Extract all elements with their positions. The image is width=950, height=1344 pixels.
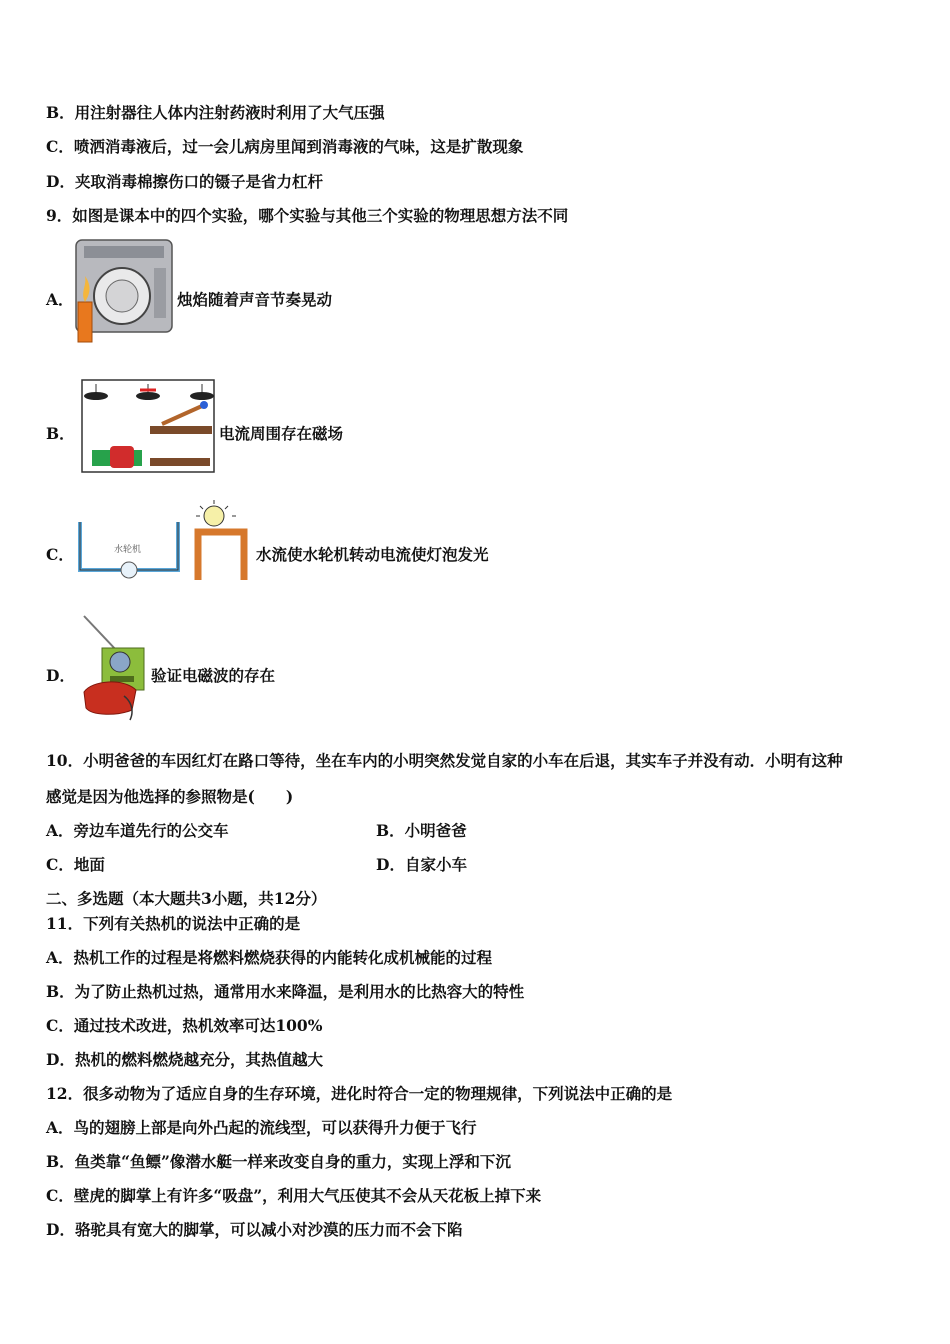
q8-option-c: C．喷洒消毒液后，过一会儿病房里闻到消毒液的气味，这是扩散现象 xyxy=(46,137,524,156)
speaker-candle-figure xyxy=(74,238,174,346)
q9-option-b-caption: 电流周围存在磁场 xyxy=(219,424,344,443)
q10-option-d: D．自家小车 xyxy=(376,855,467,874)
q9-option-a-caption: 烛焰随着声音节奏晃动 xyxy=(177,290,333,309)
q9-stem: 9．如图是课本中的四个实验，哪个实验与其他三个实验的物理思想方法不同 xyxy=(46,206,569,225)
q12-option-b: B．鱼类靠“鱼鳔”像潜水艇一样来改变自身的重力，实现上浮和下沉 xyxy=(46,1152,511,1171)
q9-option-b-label: B． xyxy=(46,424,75,443)
q9-option-d-label: D． xyxy=(46,666,75,685)
q11-option-c: C．通过技术改进，热机效率可达100% xyxy=(46,1016,323,1035)
q11-option-d: D．热机的燃料燃烧越充分，其热值越大 xyxy=(46,1050,323,1069)
q8-option-d: D．夹取消毒棉擦伤口的镊子是省力杠杆 xyxy=(46,172,323,191)
q9-option-c-caption: 水流使水轮机转动电流使灯泡发光 xyxy=(256,545,489,564)
q9-option-a-label: A． xyxy=(46,290,74,309)
q12-stem: 12．很多动物为了适应自身的生存环境，进化时符合一定的物理规律，下列说法中正确的是 xyxy=(46,1084,673,1103)
q10-stem-line2: 感觉是因为他选择的参照物是( ) xyxy=(46,787,294,806)
q12-option-d: D．骆驼具有宽大的脚掌，可以减小对沙漠的压力而不会下陷 xyxy=(46,1220,463,1239)
q10-option-c: C．地面 xyxy=(46,855,105,874)
q11-option-b: B．为了防止热机过热，通常用水来降温，是利用水的比热容大的特性 xyxy=(46,982,525,1001)
water-wheel-lamp-figure xyxy=(74,500,254,582)
q11-option-a: A．热机工作的过程是将燃料燃烧获得的内能转化成机械能的过程 xyxy=(46,948,493,967)
q10-option-b: B．小明爸爸 xyxy=(376,821,467,840)
q9-option-c-label: C． xyxy=(46,545,74,564)
q12-option-a: A．鸟的翅膀上部是向外凸起的流线型，可以获得升力便于飞行 xyxy=(46,1118,477,1137)
q10-option-a: A．旁边车道先行的公交车 xyxy=(46,821,229,840)
circuit-compass-figure xyxy=(78,374,218,478)
radio-battery-figure xyxy=(74,612,150,722)
q11-stem: 11．下列有关热机的说法中正确的是 xyxy=(46,914,301,933)
q10-stem-line1: 10．小明爸爸的车因红灯在路口等待，坐在车内的小明突然发觉自家的小车在后退，其实车子并没有动．小明有这种 xyxy=(46,751,843,770)
q9-option-d-caption: 验证电磁波的存在 xyxy=(151,666,276,685)
section2-heading: 二、多选题（本大题共3小题，共12分） xyxy=(46,889,327,908)
water-wheel-label: 水轮机 xyxy=(114,545,142,555)
q12-option-c: C．壁虎的脚掌上有许多“吸盘”，利用大气压使其不会从天花板上掉下来 xyxy=(46,1186,542,1205)
q8-option-b: B．用注射器往人体内注射药液时利用了大气压强 xyxy=(46,103,385,122)
